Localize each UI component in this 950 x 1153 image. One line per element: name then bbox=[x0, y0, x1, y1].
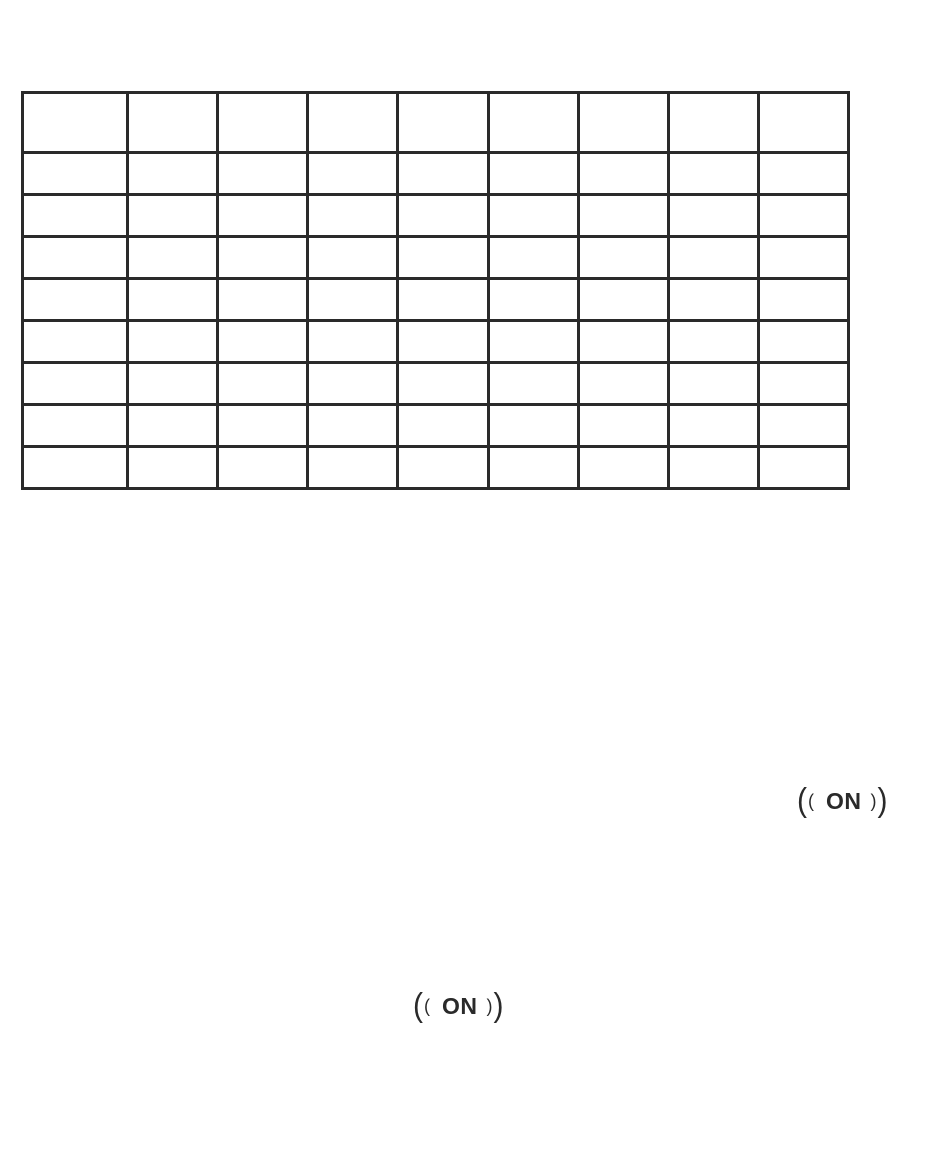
sound-wave-left-icon: ( ( bbox=[413, 987, 430, 1024]
table-cell bbox=[578, 405, 668, 447]
table-cell bbox=[398, 447, 488, 489]
table-cell bbox=[218, 153, 308, 195]
table-cell bbox=[578, 447, 668, 489]
table-cell bbox=[308, 321, 398, 363]
table-cell bbox=[308, 363, 398, 405]
table-header-cell bbox=[668, 93, 758, 153]
table-cell bbox=[128, 405, 218, 447]
sound-on-indicator bbox=[797, 782, 888, 819]
table-cell bbox=[488, 321, 578, 363]
table-header-cell bbox=[218, 93, 308, 153]
table-cell bbox=[758, 153, 848, 195]
table-row bbox=[23, 237, 849, 279]
table-cell bbox=[668, 153, 758, 195]
table-cell bbox=[23, 195, 128, 237]
table-cell bbox=[668, 195, 758, 237]
table-cell bbox=[218, 195, 308, 237]
table-cell bbox=[488, 447, 578, 489]
table-cell bbox=[488, 363, 578, 405]
sound-wave-right-icon: ) ) bbox=[486, 987, 504, 1024]
table-row bbox=[23, 153, 849, 195]
sound-wave-right-icon: ) ) bbox=[870, 782, 888, 819]
table-cell bbox=[398, 321, 488, 363]
table-cell bbox=[578, 279, 668, 321]
table-row bbox=[23, 447, 849, 489]
table-cell bbox=[758, 279, 848, 321]
table-cell bbox=[218, 237, 308, 279]
table-cell bbox=[23, 447, 128, 489]
table-cell bbox=[23, 237, 128, 279]
table-cell bbox=[578, 237, 668, 279]
table-cell bbox=[308, 405, 398, 447]
table-cell bbox=[758, 363, 848, 405]
table-cell bbox=[488, 195, 578, 237]
on-label: ON bbox=[826, 787, 862, 814]
table-cell bbox=[218, 321, 308, 363]
table-cell bbox=[308, 447, 398, 489]
table-cell bbox=[758, 405, 848, 447]
table-row bbox=[23, 405, 849, 447]
table-cell bbox=[128, 447, 218, 489]
table-cell bbox=[578, 153, 668, 195]
table-cell bbox=[398, 279, 488, 321]
table-cell bbox=[23, 405, 128, 447]
table-cell bbox=[308, 195, 398, 237]
table-cell bbox=[308, 279, 398, 321]
table-cell bbox=[128, 363, 218, 405]
table-cell bbox=[218, 279, 308, 321]
blank-grid-table bbox=[21, 91, 850, 490]
table-cell bbox=[758, 321, 848, 363]
table-cell bbox=[128, 279, 218, 321]
table-cell bbox=[578, 321, 668, 363]
table-cell bbox=[218, 405, 308, 447]
table-cell bbox=[758, 237, 848, 279]
table-cell bbox=[578, 363, 668, 405]
sound-wave-left-icon: ( ( bbox=[797, 782, 814, 819]
table-cell bbox=[668, 405, 758, 447]
table-header-row bbox=[23, 93, 849, 153]
table-cell bbox=[488, 279, 578, 321]
table-cell bbox=[308, 237, 398, 279]
table-cell bbox=[758, 447, 848, 489]
table-header-cell bbox=[758, 93, 848, 153]
table-cell bbox=[398, 195, 488, 237]
table-cell bbox=[488, 237, 578, 279]
table-cell bbox=[488, 153, 578, 195]
table-cell bbox=[23, 321, 128, 363]
table-cell bbox=[398, 363, 488, 405]
table-row bbox=[23, 363, 849, 405]
table-cell bbox=[23, 279, 128, 321]
table-cell bbox=[128, 153, 218, 195]
table-cell bbox=[578, 195, 668, 237]
table-cell bbox=[218, 447, 308, 489]
table-cell bbox=[23, 363, 128, 405]
sound-on-indicator bbox=[413, 987, 504, 1024]
table-cell bbox=[23, 153, 128, 195]
table-header-cell bbox=[128, 93, 218, 153]
table-cell bbox=[668, 363, 758, 405]
table-header-cell bbox=[308, 93, 398, 153]
table-cell bbox=[218, 363, 308, 405]
table-row bbox=[23, 279, 849, 321]
table-cell bbox=[668, 279, 758, 321]
table-cell bbox=[128, 237, 218, 279]
table-cell bbox=[758, 195, 848, 237]
table-header-cell bbox=[488, 93, 578, 153]
table-row bbox=[23, 321, 849, 363]
table-cell bbox=[128, 321, 218, 363]
table-cell bbox=[668, 447, 758, 489]
table-header-cell bbox=[398, 93, 488, 153]
table-header-cell bbox=[23, 93, 128, 153]
table-row bbox=[23, 195, 849, 237]
table-cell bbox=[398, 237, 488, 279]
table-cell bbox=[488, 405, 578, 447]
on-label: ON bbox=[442, 992, 478, 1019]
table-cell bbox=[398, 153, 488, 195]
table-cell bbox=[668, 321, 758, 363]
table-header-cell bbox=[578, 93, 668, 153]
table-cell bbox=[398, 405, 488, 447]
table-cell bbox=[128, 195, 218, 237]
table-cell bbox=[308, 153, 398, 195]
table-cell bbox=[668, 237, 758, 279]
